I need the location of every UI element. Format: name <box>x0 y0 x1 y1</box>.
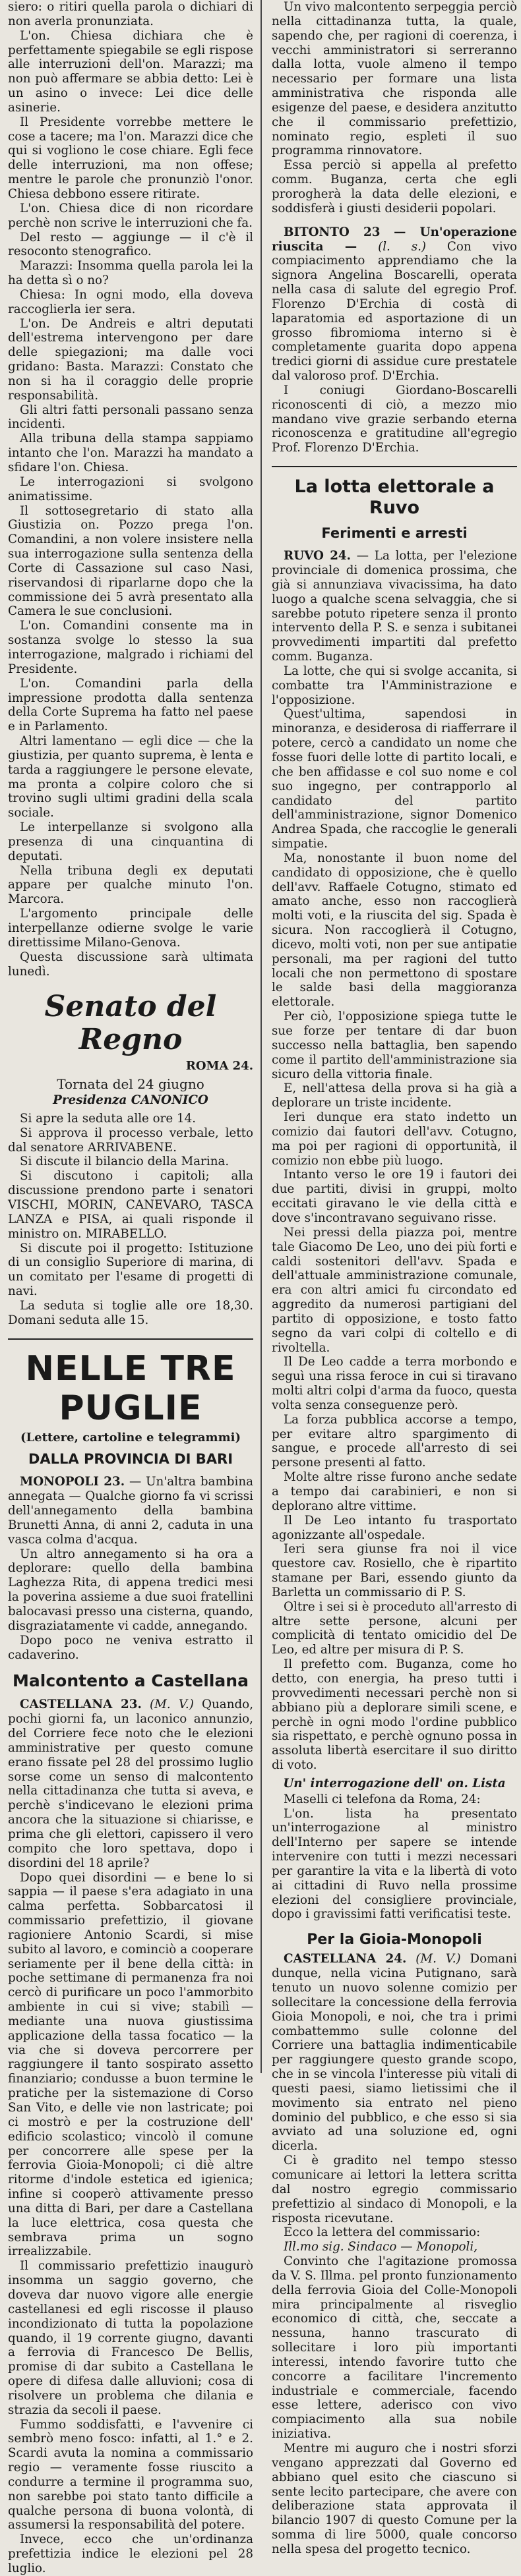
chamber-paragraph: L'on. Chiesa dichiara che è perfettamente spiegabile se egli rispose alle interruzioni dell'on. Marazzi; ma non può affermare se abbia detto: Lei è un asino o invece: Lei dice delle asinerie. <box>8 28 253 115</box>
senato-heading: Senato del Regno <box>44 990 217 1057</box>
gioia-paragraph: Mentre mi auguro che i nostri sforzi vengano apprezzati dal Governo ed abbiano quel esito che ciascuno si sente lecito partecipare, che avere con deliberazione stata approvata il bilancio 1907 di questo Comune per la somma di lire 5000, quale concorso nella spesa del progetto tecnico. <box>272 2442 517 2556</box>
chamber-paragraph: L'argomento principale delle interpellanze odierne svolge le varie direttissime Milano-Genova. <box>8 907 253 950</box>
ruvo-paragraph: Ieri sera giunse fra noi il vice questore cav. Rosiello, che è ripartito stamane per Bari, essendo giunto da Barletta un commissario di P. S. <box>272 1542 517 1599</box>
castellana-author: (M. V.) <box>150 1698 194 1712</box>
bitonto-author: (l. s.) <box>378 239 427 254</box>
ruvo-paragraph: La lotte, che qui si svolge accanita, si combatte tra l'Amministrazione e l'opposizione. <box>272 664 517 707</box>
chamber-paragraph: Chiesa: In ogni modo, ella doveva raccoglierla ier sera. <box>8 287 253 316</box>
section-divider <box>272 466 517 467</box>
chamber-paragraph: L'on. De Andreis e altri deputati dell'estrema intervengono per dare delle spiegazioni; ma dalle voci gridano: Basta. Marazzi: Constato che non si ha il coraggio delle proprie responsabilità. <box>8 316 253 403</box>
senato-paragraph: La seduta si toglie alle ore 18,30. Domani seduta alle 15. <box>8 1298 253 1327</box>
senato-paragraph: Si approva il processo verbale, letto dal senatore ARRIVABENE. <box>8 1126 253 1155</box>
monopoli-paragraph: Un altro annegamento si ha ora a deplorare: quello della bambina Laghezza Rita, di appena tredici mesi la poverina assieme a due suoi fratellini balocavasi presso una cisterna, quando, disgraziatamente vi cadde, annegando. <box>8 1547 253 1633</box>
senato-tornata: Tornata del 24 giugno <box>57 1076 204 1093</box>
gioia-salutation: Ill.mo sig. Sindaco — Monopoli, <box>284 2240 478 2254</box>
interrogazione-paragraph: L'on. lista ha presentato un'interrogazione al ministro dell'Interno per sapere se intende intervenire con tutti i mezzi necessari per garantire la vita e la libertà di voto ai cittadini di Ruvo nella prossime elezioni del consigliere provinciale, dopo i gravissimi fatti verificatisi teste. <box>272 1806 517 1922</box>
ruvo-paragraph: Molte altre risse furono anche sedate a tempo dai carabinieri, e non si deplorano altre vittime. <box>272 1470 517 1513</box>
gioia-author: (M. V.) <box>415 1952 461 1966</box>
gioia-text: Domani dunque, nella vicina Putignano, sarà tenuto un nuovo solenne comizio per sollecitare la concessione della ferrovia Gioia Monopoli, e noi, che tra i primi combattemmo sulle colonne del Corriere una battaglia indimenticabile per raggiungere questo grande scopo, che in se vincola l'interesse più vitali di questi paesi, siamo lietissimi che il movimento sia entrato nel pieno dominio del pubblico, e che esso si sia avviato ad una soluzione ed, ogni dicerla. <box>272 1952 518 2154</box>
castellana-paragraph: Dopo quei disordini — e bene lo si sappia — il paese s'era adagiato in una calma perfetta. Sobbarcatosi il commissario prefettizio, il giovane ragioniere Antonio Scardi, si mise subito al lavoro, e cominciò a cooperare seriamente per il bene della città: in poche settimane di permanenza fra noi cercò di purificare un poco l'ammorbito ambiente in cui si vive; stabilì — mediante una nuova giustissima applicazione della tassa focatico — la via che si doveva percorrere per raggiungere il tanto sospirato assetto finanziario; condusse a buon termine le pratiche per la sistemazione di Corso San Vito, e delle vie non lastricate; poi ci mostrò e per la costruzione dell' edificio scolastico; vincolò il comune per concorrere alle spese per la ferrovia Gioia-Monopoli; ci diè altre ritorme d'indole estetica ed igienica; infine si cooperò attivamente presso una ditta di Bari, per dare a Castellana la luce elettrica, cosa questa che sembrava prima un sogno irrealizzabile. <box>8 1870 253 2259</box>
chamber-paragraph: Alla tribuna della stampa sappiamo intanto che l'on. Marazzi ha mandato a sfidare l'on. Chiesa. <box>8 432 253 474</box>
chamber-paragraph: Le interpellanze si svolgono alla presenza di una cinquantina di deputati. <box>8 820 253 863</box>
ruvo-paragraph: E, nell'attesa della prova si ha già a deplorare un triste incidente. <box>272 1081 517 1110</box>
chamber-paragraph: L'on. Comandini consente ma in sostanza svolge lo stesso la sua interrogazione, malgrado i richiami del Presidente. <box>8 619 253 676</box>
chamber-paragraph: Il Presidente vorrebbe mettere le cose a tacere; ma l'on. Marazzi dice che qui si vogliono le cose chiare. Egli fece delle interruzioni, ma non offese; mentre le parole che pronunziò l'onor. Chiesa debbono essere ritirate. <box>8 115 253 201</box>
chamber-paragraph: Questa discussione sarà ultimata lunedì. <box>8 950 253 979</box>
right-column <box>272 0 518 2556</box>
bitonto-title: — Un'operazione riuscita — <box>272 225 518 254</box>
ruvo-paragraph: Oltre i sei si è proceduto all'arresto di altre sette persone, alcuni per complicità di tentato omicidio del De Leo, ed altre per misura di P. S. <box>272 1599 517 1657</box>
chamber-paragraph: Le interrogazioni si svolgono animatissime. <box>8 474 253 503</box>
puglie-section <box>8 1349 253 1663</box>
castellana-heading: Malcontento a Castellana <box>13 1671 249 1691</box>
castellana-dateline: CASTELLANA 23. <box>20 1698 142 1712</box>
ruvo-paragraph: Intanto verso le ore 19 i fautori dei due partiti, divisi in gruppi, molto eccitati giravano le vie della città e dove s'incontravano seguivano risse. <box>272 1168 517 1225</box>
castellana-paragraph: Fummo soddisfatti, e l'avvenire ci sembrò meno fosco: infatti, al 1.° e 2. Scardi avuta la nomina a commissario regio — veramente fosse riuscito a condurre a termine il programma suo, non sarebbe poi stato tanto difficile a qualche persona di buona volontà, di assumersi la responsabilità del potere. <box>8 2417 253 2533</box>
castellana-paragraph: Essa perciò si appella al prefetto comm. Buganza, certa che egli prorogherà la data delle elezioni, e soddisferà i giusti desiderii popolari. <box>272 158 517 215</box>
chamber-paragraph: L'on. Chiesa dice di non ricordare perchè non scrive le interruzioni che fa. <box>8 201 253 230</box>
ruvo-subheading: Ferimenti e arresti <box>321 525 468 542</box>
chamber-paragraph: Il sottosegretario di stato alla Giustizia on. Pozzo prega l'on. Comandini, a non volere insistere nella sua interrogazione sulla sentenza della Corte di Cassazione sul caso Nasi, riservandosi di riparlarne dopo che la commissione dei 5 avrà presentato alla Camera le sue conclusioni. <box>8 503 253 619</box>
bitonto-paragraph <box>272 225 517 384</box>
chamber-paragraph: Marazzi: Insomma quella parola lei la ha detta sì o no? <box>8 259 253 288</box>
interrogazione-paragraph: Maselli ci telefona da Roma, 24: <box>284 1792 481 1806</box>
ruvo-paragraph: Il De Leo cadde a terra morbondo e seguì una rissa feroce in cui si tiravano molti altri colpi d'arma da fuoco, questa volta senza conseguenze però. <box>272 1355 517 1412</box>
ruvo-paragraph: Per ciò, l'opposizione spiega tutte le sue forze per tentare di dar buon successo nella battaglia, ben sapendo come il partito dell'amministrazione sia sicuro della vittoria finale. <box>272 1010 517 1081</box>
chamber-paragraph: Del resto — aggiunge — il c'è il resoconto stenografico. <box>8 230 253 259</box>
senato-date: ROMA 24. <box>185 1059 253 1073</box>
bitonto-paragraph: I coniugi Giordano-Boscarelli riconoscenti di ciò, a mezzo mio mandano vive grazie serbando eterna riconoscenza e gratitudine all'egregio Prof. Florenzo D'Erchia. <box>272 383 517 455</box>
gioia-paragraph: Ci è gradito nel tempo stesso comunicare ai lettori la lettera scritta dal nostro egregio commissario prefettizio al sindaco di Monopoli, e la risposta ricevutane. <box>272 2154 517 2225</box>
puglie-subtitle: (Lettere, cartoline e telegrammi) <box>20 1430 241 1445</box>
chamber-report <box>8 0 253 979</box>
senato-paragraph: Si discute il bilancio della Marina. <box>20 1155 230 1169</box>
puglie-heading: NELLE TRE PUGLIE <box>25 1348 236 1428</box>
ruvo-paragraph <box>272 549 517 664</box>
chamber-paragraph: Gli altri fatti personali passano senza incidenti. <box>8 403 253 432</box>
chamber-paragraph: L'on. Comandini parla della impressione prodotta dalla sentenza della Corte Suprema ha fatto nel paese e in Parlamento. <box>8 676 253 734</box>
ruvo-heading: La lotta elettorale a Ruvo <box>294 476 495 519</box>
gioia-paragraph <box>272 1952 517 2154</box>
ruvo-dateline: RUVO 24. <box>284 549 352 563</box>
senato-paragraph: Si discutono i capitoli; alla discussione prendono parte i senatori VISCHI, MORIN, CANEVARO, TASCA LANZA e PISA, ai quali risponde il ministro on. MIRABELLO. <box>8 1169 253 1241</box>
gioia-paragraph: Convinto che l'agitazione promossa da V. S. Illma. pel pronto funzionamento della ferrovia Gioia del Colle-Monopoli mira principalmente al risveglio economico di città, che, seccate a nessuna, hanno trascurato di sollecitare i loro più importanti interessi, intendo favorire tutto che concorre a facilitare l'incremento industriale e commerciale, facendo esse lettere, aderisco con vivo compiacimento alla sua nobile iniziativa. <box>272 2254 517 2442</box>
ruvo-paragraph: Ma, nonostante il buon nome del candidato di opposizione, che è quello dell'avv. Raffaele Cotugno, stimato ed amato anche, esso non raccoglierà molti voti, e la riuscita del sig. Spada è sicura. Non raccoglierà il Cotugno, dicevo, molti voti, non per sue antipatie personali, ma per ragioni del tutto locali che non permettono di spostare le salde basi della maggioranza elettorale. <box>272 851 517 1010</box>
castellana-section <box>8 1671 253 2575</box>
castellana-paragraph: Il commissario prefettizio inaugurò insomma un saggio governo, che doveva dar nuovo vigore alle energie castellanesi ed egli riscosse il plauso incondizionato di tutta la popolazione quando, il 19 corrente giugno, davanti a ferrovia di Francesco De Bellis, promise di dar subito a Castellana le opere di difesa dalle alluvioni; cosa di risolvere un problema che dilania e strazia da secoli il paese. <box>8 2259 253 2417</box>
provincia-heading: DALLA PROVINCIA DI BARI <box>28 1451 233 1468</box>
ruvo-paragraph: Il De Leo intanto fu trasportato agonizzante all'ospedale. <box>272 1513 517 1542</box>
monopoli-paragraph: Dopo poco ne veniva estratto il cadaverino. <box>8 1633 253 1662</box>
gioia-section <box>272 1931 517 2556</box>
bitonto-text: Con vivo compiacimento apprendiamo che la signora Angelina Boscarelli, operata nella casa di salute del egregio Prof. Florenzo D'Erchia di costà di laparatomia ed asportazione di un grosso fibromioma interno si è completamente guarita dopo appena tredici giorni di assidue cure prestatele dal valoroso prof. D'Erchia. <box>272 239 518 384</box>
castellana-continued <box>272 0 517 216</box>
ruvo-paragraph: Nei pressi della piazza poi, mentre tale Giacomo De Leo, uno dei più forti e caldi sostenitori dell'avv. Spada e dell'attuale amministrazione comunale, era con altri amici fu circondato ed aggredito da numerosi partigiani del partito di opposizione, e tosto fatto segno da vari colpi di coltello e di rivoltella. <box>272 1225 517 1355</box>
gioia-dateline: CASTELLANA 24. <box>284 1952 407 1966</box>
chamber-paragraph: Nella tribuna degli ex deputati appare per qualche minuto l'on. Marcora. <box>8 863 253 907</box>
castellana-paragraph: Invece, ecco che un'ordinanza prefettizia indice le elezioni pel 28 luglio. <box>8 2533 253 2575</box>
castellana-paragraph <box>8 1698 253 1870</box>
castellana-paragraph: Un vivo malcontento serpeggia perciò nella cittadinanza tutta, la quale, sapendo che, per ragioni di coerenza, i vecchi amministratori si serreranno dalla lotta, vuole almeno il tempo necessario per formare una lista amministrativa che risponda alle esigenze del paese, e desidera anzitutto che il commissario prefettizio, nominato regio, espleti il suo programma rinnovatore. <box>272 0 517 158</box>
ruvo-text: — La lotta, per l'elezione provinciale di domenica prossima, che già si annunziava vivacissima, ha dato luogo a qualche scena selvaggia, che si sarebbe potuto ripetere senza il pronto intervento della P. S. e senza i subitanei provvedimenti impartiti dal prefetto comm. Buganza. <box>272 549 518 664</box>
chamber-paragraph: siero: o ritiri quella parola o dichiari di non averla pronunziata. <box>8 0 253 28</box>
ruvo-section <box>272 476 517 1922</box>
ruvo-paragraph: La forza pubblica accorse a tempo, per evitare altro spargimento di sangue, e procede all'arresto di sei persone presenti al fatto. <box>272 1412 517 1470</box>
chamber-paragraph: Altri lamentano — egli dice — che la giustizia, per quanto suprema, è lenta e tarda a raggiungere le persone elevate, ma pronta a colpire coloro che si trovino sugli ultimi gradini della scala sociale. <box>8 734 253 820</box>
left-column <box>8 0 254 2575</box>
senato-paragraph: Si apre la seduta alle ore 14. <box>20 1111 197 1126</box>
gioia-heading: Per la Gioia-Monopoli <box>307 1932 482 1949</box>
senato-paragraph: Si discute poi il progetto: Istituzione di un consiglio Superiore di marina, di un comitato per l'esame di progetti di navi. <box>8 1241 253 1299</box>
ruvo-paragraph: Il prefetto com. Buganza, come ho detto, con energia, ha preso tutti i provvedimenti necessari perchè non si abbiano più a deplorare simili scene, e perchè in ogni modo l'ordine pubblico sia rispettato, e perchè ognuno possa in assoluta libertà esercitare il suo diritto di voto. <box>272 1657 517 1773</box>
interrogazione-heading: Un' interrogazione dell' on. Lista <box>283 1776 506 1790</box>
monopoli-dateline: MONOPOLI 23. <box>20 1475 125 1489</box>
monopoli-paragraph <box>8 1475 253 1547</box>
senato-section <box>8 990 253 1327</box>
bitonto-dateline: BITONTO 23 <box>284 225 381 239</box>
ruvo-paragraph: Quest'ultima, sapendosi in minoranza, e desiderosa di riafferrare il potere, cercò a candidato un nome che fosse fuori delle lotte di partito locali, e che ben affidasse e col suo nome e col suo ingegno, per contrapporlo al candidato del partito dell'amministrazione, signor Domenico Andrea Spada, che raccoglie le generali simpatie. <box>272 707 517 851</box>
column-rule <box>260 0 262 2073</box>
castellana-text: Quando, pochi giorni fa, un laconico annunzio, del Corriere fece noto che le elezioni amministrative per questo comune erano fissate pel 28 del prossimo luglio sorse come un senso di malcontento nella cittadinanza che tutta si aveva, e perchè s'indicevano le elezioni prima ancora che la situazione si chiarisse, e prima che gli elettori, capissero il vero compito che loro spettava, dopo i disordini del 18 aprile? <box>8 1698 254 1870</box>
senato-presidenza: Presidenza CANONICO <box>53 1093 208 1108</box>
monopoli-text: — Un'altra bambina annegata — Qualche giorno fa vi scrissi dell'annegamento della bambina Brunetti Anna, di anni 2, caduta in una vasca colma d'acqua. <box>8 1475 254 1547</box>
bitonto-section <box>272 225 517 456</box>
section-divider <box>8 1338 253 1340</box>
gioia-paragraph: Ecco la lettera del commissario: <box>284 2225 481 2240</box>
ruvo-paragraph: Ieri dunque era stato indetto un comizio dai fautori dell'avv. Cotugno, ma poi per ragioni di opportunità, il comizio non ebbe più luogo. <box>272 1110 517 1168</box>
